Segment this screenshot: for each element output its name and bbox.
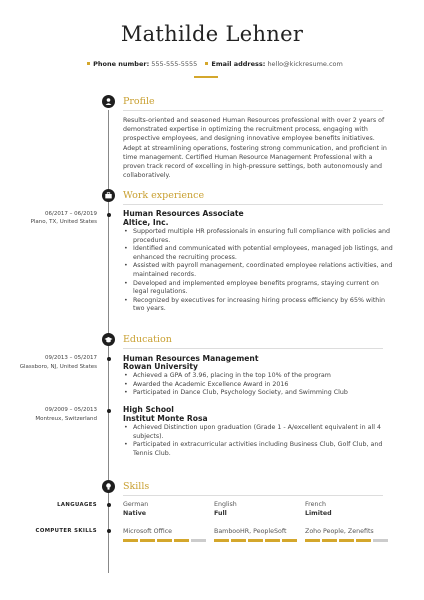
skill-bar-segment — [248, 539, 263, 542]
list-item: • Achieved Distinction upon graduation (Grade 1 - A/excellent equivalent in all 4 subjects). — [133, 424, 395, 441]
profile-heading: Profile — [123, 96, 155, 107]
list-item: • Identified and communicated with potential employees, managed job listings, and enhanced the recruiting process. — [133, 245, 395, 262]
skill-bar-segment — [305, 539, 320, 542]
skill-bar-segment — [265, 539, 280, 542]
section-divider — [123, 204, 383, 205]
section-divider — [123, 495, 383, 496]
timeline-dot — [107, 529, 111, 533]
briefcase-icon — [102, 189, 115, 202]
language-level: Full — [214, 510, 227, 517]
timeline-dot — [107, 213, 111, 217]
user-icon — [102, 95, 115, 108]
education-dates: 09/2013 – 05/2017 — [45, 355, 97, 361]
email-label: Email address: — [211, 60, 266, 68]
profile-text: Results-oriented and seasoned Human Resources professional with over 2 years of demonstrated expertise in optimizing the recruitment process, engaging with prospective employees, and designing innovative employee benefits initiatives. Adept at streamlining operations, fostering strong communication, and proficient in time management. Certified Human Resource Management Professional with a proven track record of excelling in high-pressure settings, both autonomously and collaboratively. — [123, 117, 387, 180]
education-bullets — [123, 424, 395, 458]
contact-line — [0, 60, 424, 68]
computer-skills-label: COMPUTER SKILLS — [35, 528, 97, 534]
list-item: • Awarded the Academic Excellence Award in 2016 — [133, 381, 395, 390]
skill-bar-segment — [282, 539, 297, 542]
list-item: • Participated in extracurricular activities including Business Club, Golf Club, and Tennis Club. — [133, 441, 395, 458]
section-divider — [123, 110, 383, 111]
skill-bar-segment — [373, 539, 388, 542]
phone-label: Phone number: — [93, 60, 150, 68]
language-level: Native — [123, 510, 147, 517]
timeline-dot — [107, 409, 111, 413]
skill-bar-segment — [123, 539, 138, 542]
education-dates: 09/2009 – 05/2013 — [45, 407, 97, 413]
bullet-square-icon — [87, 62, 90, 65]
computer-skill-name: BambooHR, PeopleSoft — [214, 528, 287, 535]
language-name: English — [214, 501, 237, 508]
skill-level-bar — [305, 539, 389, 542]
education-bullets — [123, 372, 395, 398]
computer-skill-name: Microsoft Office — [123, 528, 173, 535]
skill-level-bar — [123, 539, 207, 542]
candidate-name: Mathilde Lehner — [120, 22, 304, 46]
job-company: Altice, Inc. — [123, 218, 169, 227]
section-divider — [123, 348, 383, 349]
graduation-cap-icon — [102, 333, 115, 346]
education-location: Montreux, Switzerland — [35, 416, 97, 422]
list-item: • Supported multiple HR professionals in ensuring full compliance with policies and procedures. — [133, 228, 395, 245]
computer-skill-name: Zoho People, Zenefits — [305, 528, 374, 535]
skill-bar-segment — [339, 539, 354, 542]
work-heading: Work experience — [123, 190, 205, 201]
skill-bar-segment — [191, 539, 206, 542]
language-level: Limited — [305, 510, 332, 517]
bullet-square-icon — [205, 62, 208, 65]
education-location: Glassboro, NJ, United States — [19, 364, 97, 370]
language-name: French — [305, 501, 326, 508]
job-title: Human Resources Associate — [123, 209, 244, 218]
job-location: Plano, TX, United States — [30, 219, 97, 225]
email-value[interactable]: hello@kickresume.com — [267, 60, 343, 68]
skill-bar-segment — [174, 539, 189, 542]
skill-bar-segment — [231, 539, 246, 542]
education-school: Institut Monte Rosa — [123, 414, 208, 423]
skill-bar-segment — [214, 539, 229, 542]
phone-value: 555-555-5555 — [151, 60, 198, 68]
skill-bar-segment — [157, 539, 172, 542]
skill-bar-segment — [322, 539, 337, 542]
education-degree: Human Resources Management — [123, 354, 259, 363]
list-item: • Recognized by executives for increasing hiring process efficiency by 65% within two years. — [133, 297, 395, 314]
list-item: • Developed and implemented employee benefits programs, staying current on legal regulations. — [133, 280, 395, 297]
job-dates: 06/2017 – 06/2019 — [45, 211, 97, 217]
skill-bar-segment — [140, 539, 155, 542]
education-degree: High School — [123, 405, 174, 414]
timeline-dot — [107, 357, 111, 361]
list-item: • Participated in Dance Club, Psychology Society, and Swimming Club — [133, 389, 395, 398]
skill-bar-segment — [356, 539, 371, 542]
lightbulb-icon — [102, 480, 115, 493]
languages-label: LANGUAGES — [57, 502, 97, 508]
list-item: • Achieved a GPA of 3.96, placing in the top 10% of the program — [133, 372, 395, 381]
skill-level-bar — [214, 539, 298, 542]
job-bullets — [123, 228, 395, 314]
skills-heading: Skills — [123, 481, 150, 492]
education-heading: Education — [123, 334, 172, 345]
name-underline — [194, 76, 218, 78]
list-item: • Assisted with payroll management, coordinated employee relations activities, and maintained records. — [133, 262, 395, 279]
timeline-dot — [107, 503, 111, 507]
education-school: Rowan University — [123, 362, 198, 371]
language-name: German — [123, 501, 149, 508]
